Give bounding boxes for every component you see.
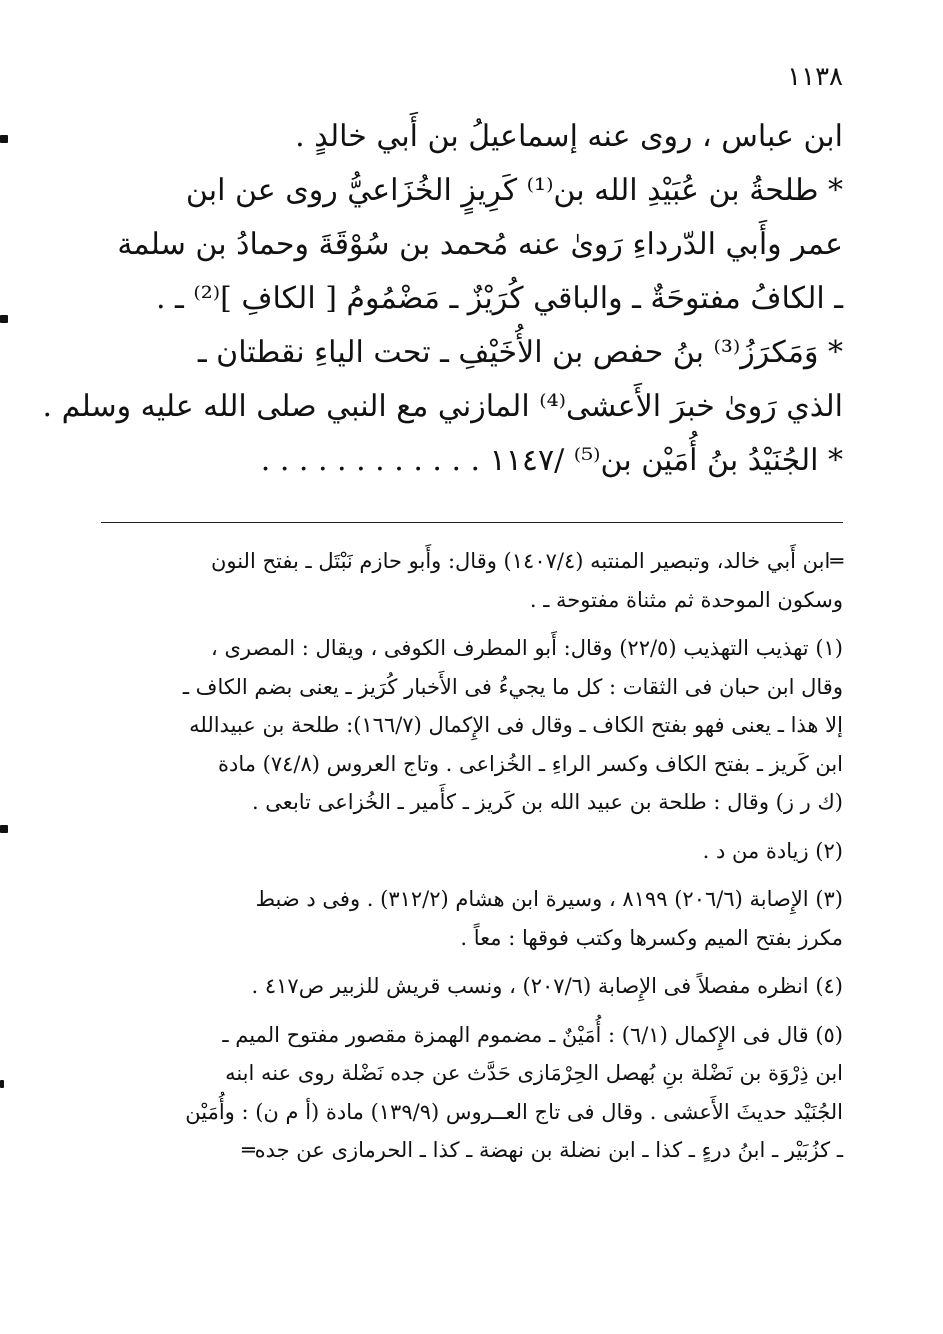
main-line: ابن عباس ، روى عنه إسماعيلُ بن أَبي خالدٍ . xyxy=(295,119,843,154)
scan-margin-mark xyxy=(0,1080,4,1088)
main-line: * طلحةُ بن عُبَيْدِ الله بن⁽¹⁾ كَرِيزٍ الخُزَاعيُّ روى عن ابن xyxy=(185,173,843,208)
main-line: ـ الكافُ مفتوحَةٌ ـ والباقي كُرَيْزٌ ـ مَضْمُومُ [ الكافِ ]⁽²⁾ ـ . xyxy=(155,281,843,316)
footnote-line: وقال ابن حبان فى الثقات : كل ما يجيءُ فى الأَخبار كُرَيز ـ يعنى بضم الكاف ـ xyxy=(182,674,843,699)
footnote-line: ابن ذِرْوَة بن نَضْلة بنِ بُهصل الحِرْمَازى حَدَّث عن جده نَضْلة روى عنه ابنه xyxy=(225,1061,843,1085)
footnote-line: ═ابن أَبي خالد، وتبصير المنتبه (١٤٠٧/٤) وقال: وأَبو حازم نَبْتَل ـ بفتح النون xyxy=(210,549,843,573)
scan-margin-mark xyxy=(0,315,8,323)
main-line: * وَمَكرَزُ⁽³⁾ بنُ حفص بن الأُخَيْفِ ـ تحت الياءِ نقطتان ـ xyxy=(197,335,843,370)
footnote-divider xyxy=(101,522,843,523)
footnotes xyxy=(103,542,843,1170)
footnote-line: (ك ر ز) وقال : طلحة بن عبيد الله بن كَريز ـ كأَمير ـ الخُزاعى تابعى . xyxy=(251,790,843,814)
main-line: الذي رَوىٰ خبرَ الأَعشى⁽⁴⁾ المازني مع النبي صلى الله عليه وسلم . xyxy=(42,389,843,424)
footnote-line: (٤) انظره مفصلاً فى الإِصابة (٢٠٧/٦) ، ونسب قريش للزبير ص٤١٧ . xyxy=(251,974,843,998)
main-line: عمر وأَبي الدّرداءِ رَوىٰ عنه مُحمد بن سُوْقَةَ وحمادُ بن سلمة xyxy=(117,227,843,262)
footnote-gap xyxy=(103,619,843,629)
footnote-gap xyxy=(103,1006,843,1016)
scan-margin-mark xyxy=(0,135,8,143)
scan-margin-mark xyxy=(0,825,8,833)
footnote-line: إلا هذا ـ يعنى فهو بفتح الكاف ـ وقال فى الإِكمال (١٦٦/٧): طلحة بن عبيدالله xyxy=(189,713,843,737)
footnote-gap xyxy=(103,822,843,832)
footnote-line: ابن كَريز ـ بفتح الكاف وكسر الراءِ ـ الخُزاعى . وتاج العروس (٧٤/٨) مادة xyxy=(217,751,843,776)
footnote-line: (٢) زيادة من د . xyxy=(702,838,843,863)
footnote-line: وسكون الموحدة ثم مثناة مفتوحة ـ . xyxy=(529,587,843,612)
footnote-gap xyxy=(103,870,843,880)
footnote-line: ـ كزُبَيْر ـ ابنُ درءٍ ـ كذا ـ ابن نضلة بن نهضة ـ كذا ـ الحرمازى عن جده═ xyxy=(241,1138,843,1162)
footnote-line: (١) تهذيب التهذيب (٢٢/٥) وقال: أَبو المطرف الكوفى ، ويقال : المصرى ، xyxy=(211,636,843,660)
page-number: ١١٣٨ xyxy=(787,62,843,92)
footnote-line: الجُنَيْد حديثَ الأَعشى . وقال فى تاج العــروس (١٣٩/٩) مادة (أ م ن) : وأُمَيْن xyxy=(185,1099,843,1124)
footnote-line: (٥) قال فى الإِكمال (٦/١) : أُمَيْنٌ ـ مضموم الهمزة مقصور مفتوح الميم ـ xyxy=(222,1022,843,1047)
main-text xyxy=(42,110,843,488)
footnote-line: (٣) الإِصابة (٢٠٦/٦) ٨١٩٩ ، وسيرة ابن هشام (٣١٢/٢) . وفى د ضبط xyxy=(255,887,843,911)
footnote-line: مكرز بفتح الميم وكسرها وكتب فوقها : معاً . xyxy=(460,925,843,950)
main-line: * الجُنَيْدُ بنُ أُمَيْن بن⁽⁵⁾ /١١٤٧ . . . . . . . . . . . . xyxy=(260,443,843,478)
footnote-gap xyxy=(103,957,843,967)
